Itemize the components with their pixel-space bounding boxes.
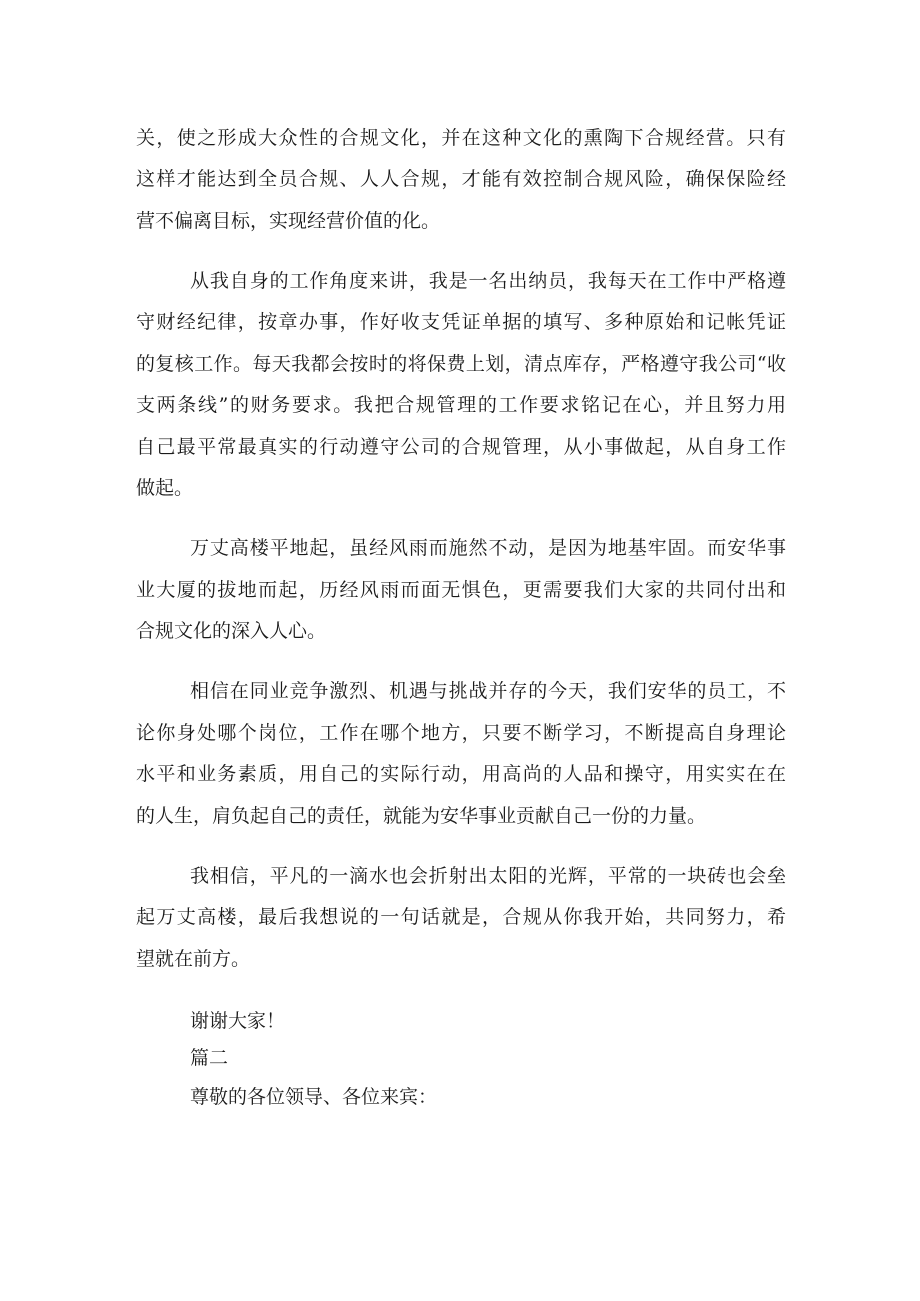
paragraph-2-line-4: 支两条线”的财务要求。我把合规管理的工作要求铭记在心，并且努力用 (136, 394, 786, 416)
paragraph-1-line-2: 这样才能达到全员合规、人人合规，才能有效控制合规风险，确保保险经 (136, 168, 786, 190)
paragraph-3-line-1: 万丈高楼平地起，虽经风雨而施然不动，是因为地基牢固。而安华事 (190, 537, 786, 559)
paragraph-1-line-3: 营不偏离目标，实现经营价值的化。 (136, 210, 441, 232)
paragraph-2-line-1: 从我自身的工作角度来讲，我是一名出纳员，我每天在工作中严格遵 (190, 270, 786, 292)
paragraph-4-line-2: 论你身处哪个岗位，工作在哪个地方，只要不断学习，不断提高自身理论 (136, 722, 786, 744)
paragraph-5-line-1: 我相信，平凡的一滴水也会折射出太阳的光辉，平常的一块砖也会垒 (190, 865, 786, 887)
section-heading: 篇二 (190, 1047, 229, 1069)
salutation: 尊敬的各位领导、各位来宾： (190, 1086, 438, 1108)
paragraph-5-line-2: 起万丈高楼，最后我想说的一句话就是，合规从你我开始，共同努力，希 (136, 906, 786, 928)
paragraph-2-line-3: 的复核工作。每天我都会按时的将保费上划，清点库存，严格遵守我公司“收 (136, 353, 786, 375)
paragraph-4-line-3: 水平和业务素质，用自己的实际行动，用高尚的人品和操守，用实实在在 (136, 763, 786, 785)
paragraph-3-line-3: 合规文化的深入人心。 (136, 620, 327, 642)
paragraph-2-line-5: 自己最平常最真实的行动遵守公司的合规管理，从小事做起，从自身工作 (136, 436, 786, 458)
closing-thanks: 谢谢大家！ (190, 1010, 286, 1032)
paragraph-1-line-1: 关，使之形成大众性的合规文化，并在这种文化的熏陶下合规经营。只有 (136, 127, 786, 149)
paragraph-3-line-2: 业大厦的拔地而起，历经风雨而面无惧色，更需要我们大家的共同付出和 (136, 579, 786, 601)
paragraph-5-line-3: 望就在前方。 (136, 948, 251, 970)
paragraph-2-line-2: 守财经纪律，按章办事，作好收支凭证单据的填写、多种原始和记帐凭证 (136, 311, 786, 333)
paragraph-4-line-1: 相信在同业竞争激烈、机遇与挑战并存的今天，我们安华的员工，不 (190, 680, 786, 702)
paragraph-4-line-4: 的人生，肩负起自己的责任，就能为安华事业贡献自己一份的力量。 (136, 805, 707, 827)
paragraph-2-line-6: 做起。 (136, 477, 194, 499)
